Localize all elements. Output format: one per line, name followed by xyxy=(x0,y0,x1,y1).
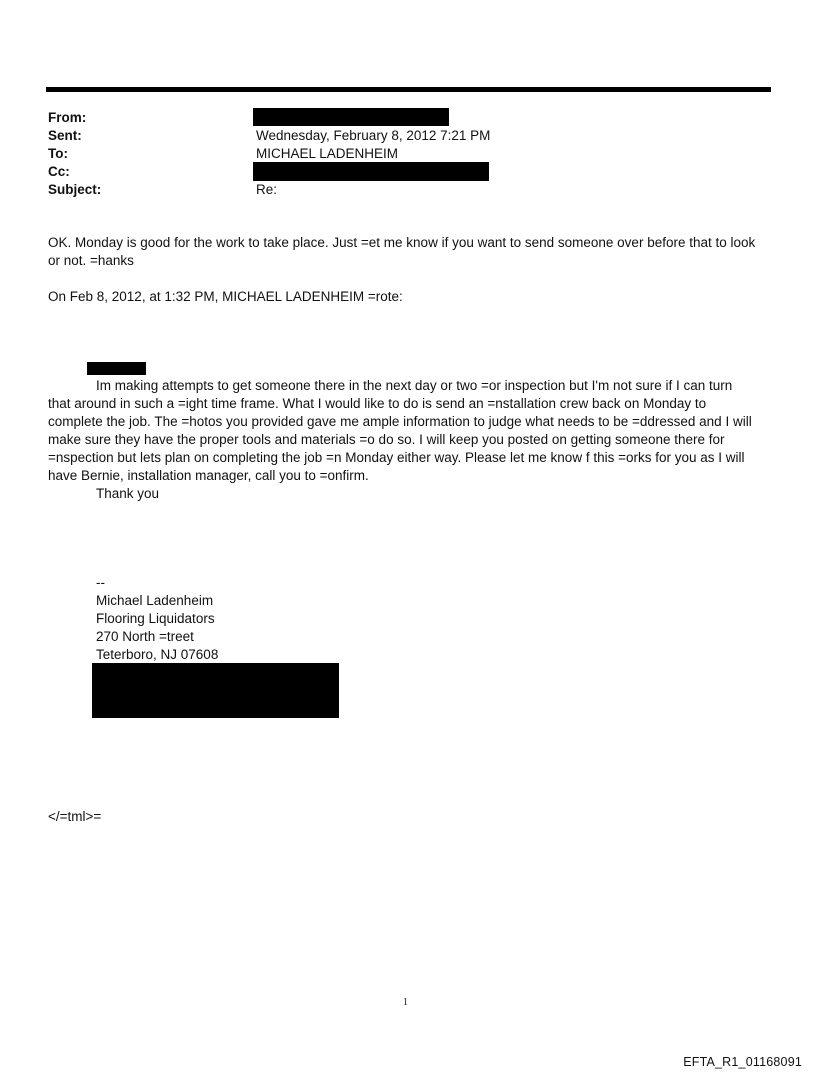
from-redaction xyxy=(253,108,449,126)
sent-label: Sent: xyxy=(48,128,82,143)
signature-street: 270 North =treet xyxy=(96,629,194,644)
cc-redaction xyxy=(253,162,489,181)
quote-header: On Feb 8, 2012, at 1:32 PM, MICHAEL LADENHEIM =rote: xyxy=(48,289,403,304)
bates-number: EFTA_R1_01168091 xyxy=(683,1055,802,1069)
signature-redaction xyxy=(92,663,339,718)
to-label: To: xyxy=(48,146,68,161)
header-rule xyxy=(46,87,771,92)
quoted-line-6: have Bernie, installation manager, call you to =onfirm. xyxy=(48,468,369,483)
quoted-line-4: make sure they have the proper tools and materials =o do so. I will keep you posted on getting someone there for xyxy=(48,432,725,447)
salutation-redaction xyxy=(87,362,146,375)
sent-value: Wednesday, February 8, 2012 7:21 PM xyxy=(256,128,491,143)
cc-label: Cc: xyxy=(48,164,70,179)
thanks-line: Thank you xyxy=(96,486,160,501)
reply-line-2: or not. =hanks xyxy=(48,253,134,268)
html-tail: </=tml>= xyxy=(48,809,102,824)
signature-city: Teterboro, NJ 07608 xyxy=(96,647,219,662)
quoted-line-5: =nspection but lets plan on completing the job =n Monday either way. Please let me know f this =orks for you as I will xyxy=(48,450,745,465)
reply-line-1: OK. Monday is good for the work to take place. Just =et me know if you want to send someone over before that to look xyxy=(48,235,756,250)
page-number: 1 xyxy=(403,997,408,1008)
signature-company: Flooring Liquidators xyxy=(96,611,215,626)
signature-name: Michael Ladenheim xyxy=(96,593,214,608)
from-label: From: xyxy=(48,110,87,125)
to-value: MICHAEL LADENHEIM xyxy=(256,146,399,161)
subject-value: Re: xyxy=(256,182,278,197)
signature-dashes: -- xyxy=(96,575,105,590)
subject-label: Subject: xyxy=(48,182,102,197)
quoted-line-1: Im making attempts to get someone there in the next day or two =or inspection but I'm not sure if I can turn xyxy=(96,378,733,393)
quoted-line-2: that around in such a =ight time frame. What I would like to do is send an =nstallation crew back on Monday to xyxy=(48,396,707,411)
quoted-line-3: complete the job. The =hotos you provided gave me ample information to judge what needs to be =ddressed and I will xyxy=(48,414,752,429)
